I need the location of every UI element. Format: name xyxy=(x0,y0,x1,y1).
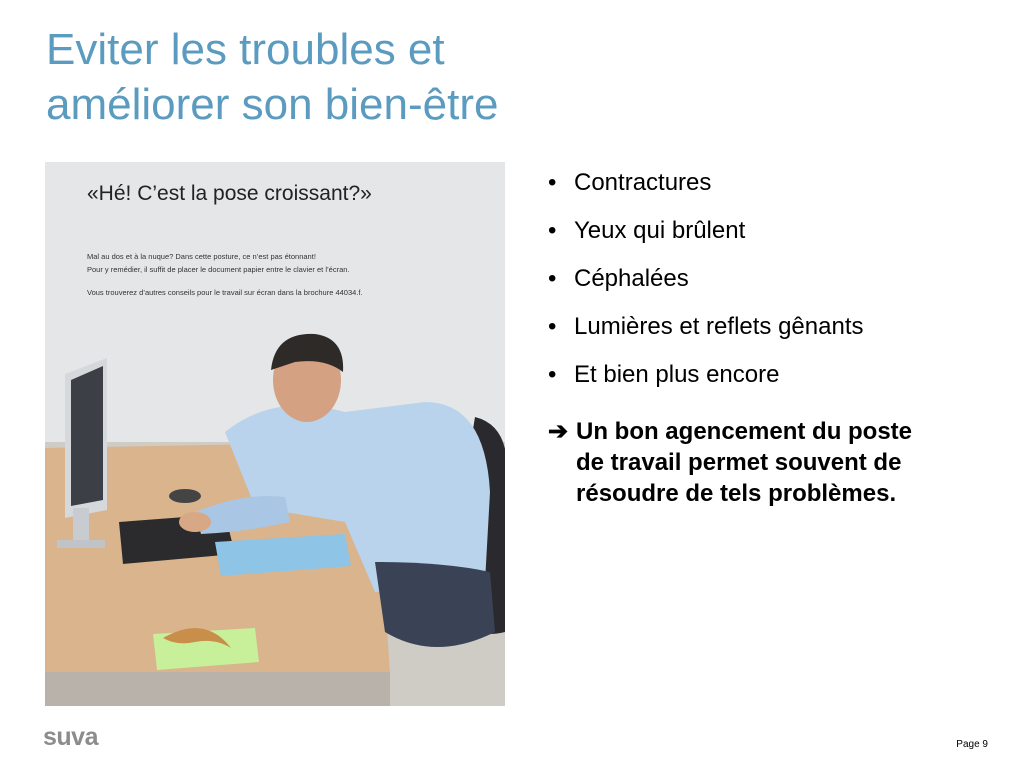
poster-line-3: Vous trouverez d’autres conseils pour le travail sur écran dans la brochure 44034.f. xyxy=(87,288,363,297)
list-item-text: Yeux qui brûlent xyxy=(574,217,746,244)
slide-title-line-2: améliorer son bien-être xyxy=(46,80,499,129)
conclusion-text xyxy=(548,416,998,509)
list-item xyxy=(548,166,864,214)
bullet-icon: • xyxy=(548,361,557,388)
conclusion-line-1: Un bon agencement du poste xyxy=(576,418,913,445)
right-arrow-icon: ➔ xyxy=(548,418,569,445)
bullet-icon: • xyxy=(548,265,557,292)
list-item xyxy=(548,310,864,358)
bullet-icon: • xyxy=(548,169,557,196)
list-item-text: Contractures xyxy=(574,169,712,196)
bullet-icon: • xyxy=(548,313,557,340)
slide-title-line-1: Eviter les troubles et xyxy=(46,25,445,74)
conclusion-line-3: résoudre de tels problèmes. xyxy=(576,480,897,507)
list-item xyxy=(548,262,864,310)
poster-line-1: Mal au dos et à la nuque? Dans cette posture, ce n’est pas étonnant! xyxy=(87,252,316,261)
poster-line-2: Pour y remédier, il suffit de placer le document papier entre le clavier et l’écran. xyxy=(87,265,350,274)
conclusion-line-2: de travail permet souvent de xyxy=(576,449,902,476)
list-item-text: Et bien plus encore xyxy=(574,361,780,388)
list-item-text: Céphalées xyxy=(574,265,689,292)
photo-illustration xyxy=(45,162,505,706)
office-posture-photo xyxy=(45,162,505,706)
list-item-text: Lumières et reflets gênants xyxy=(574,313,864,340)
symptom-list xyxy=(548,166,864,406)
list-item xyxy=(548,358,864,406)
slide-title xyxy=(46,22,646,132)
poster-heading: «Hé! C’est la pose croissant?» xyxy=(87,182,372,205)
bullet-icon: • xyxy=(548,217,557,244)
page-number: Page 9 xyxy=(956,739,988,750)
list-item xyxy=(548,214,864,262)
suva-logo: suva xyxy=(43,723,98,751)
